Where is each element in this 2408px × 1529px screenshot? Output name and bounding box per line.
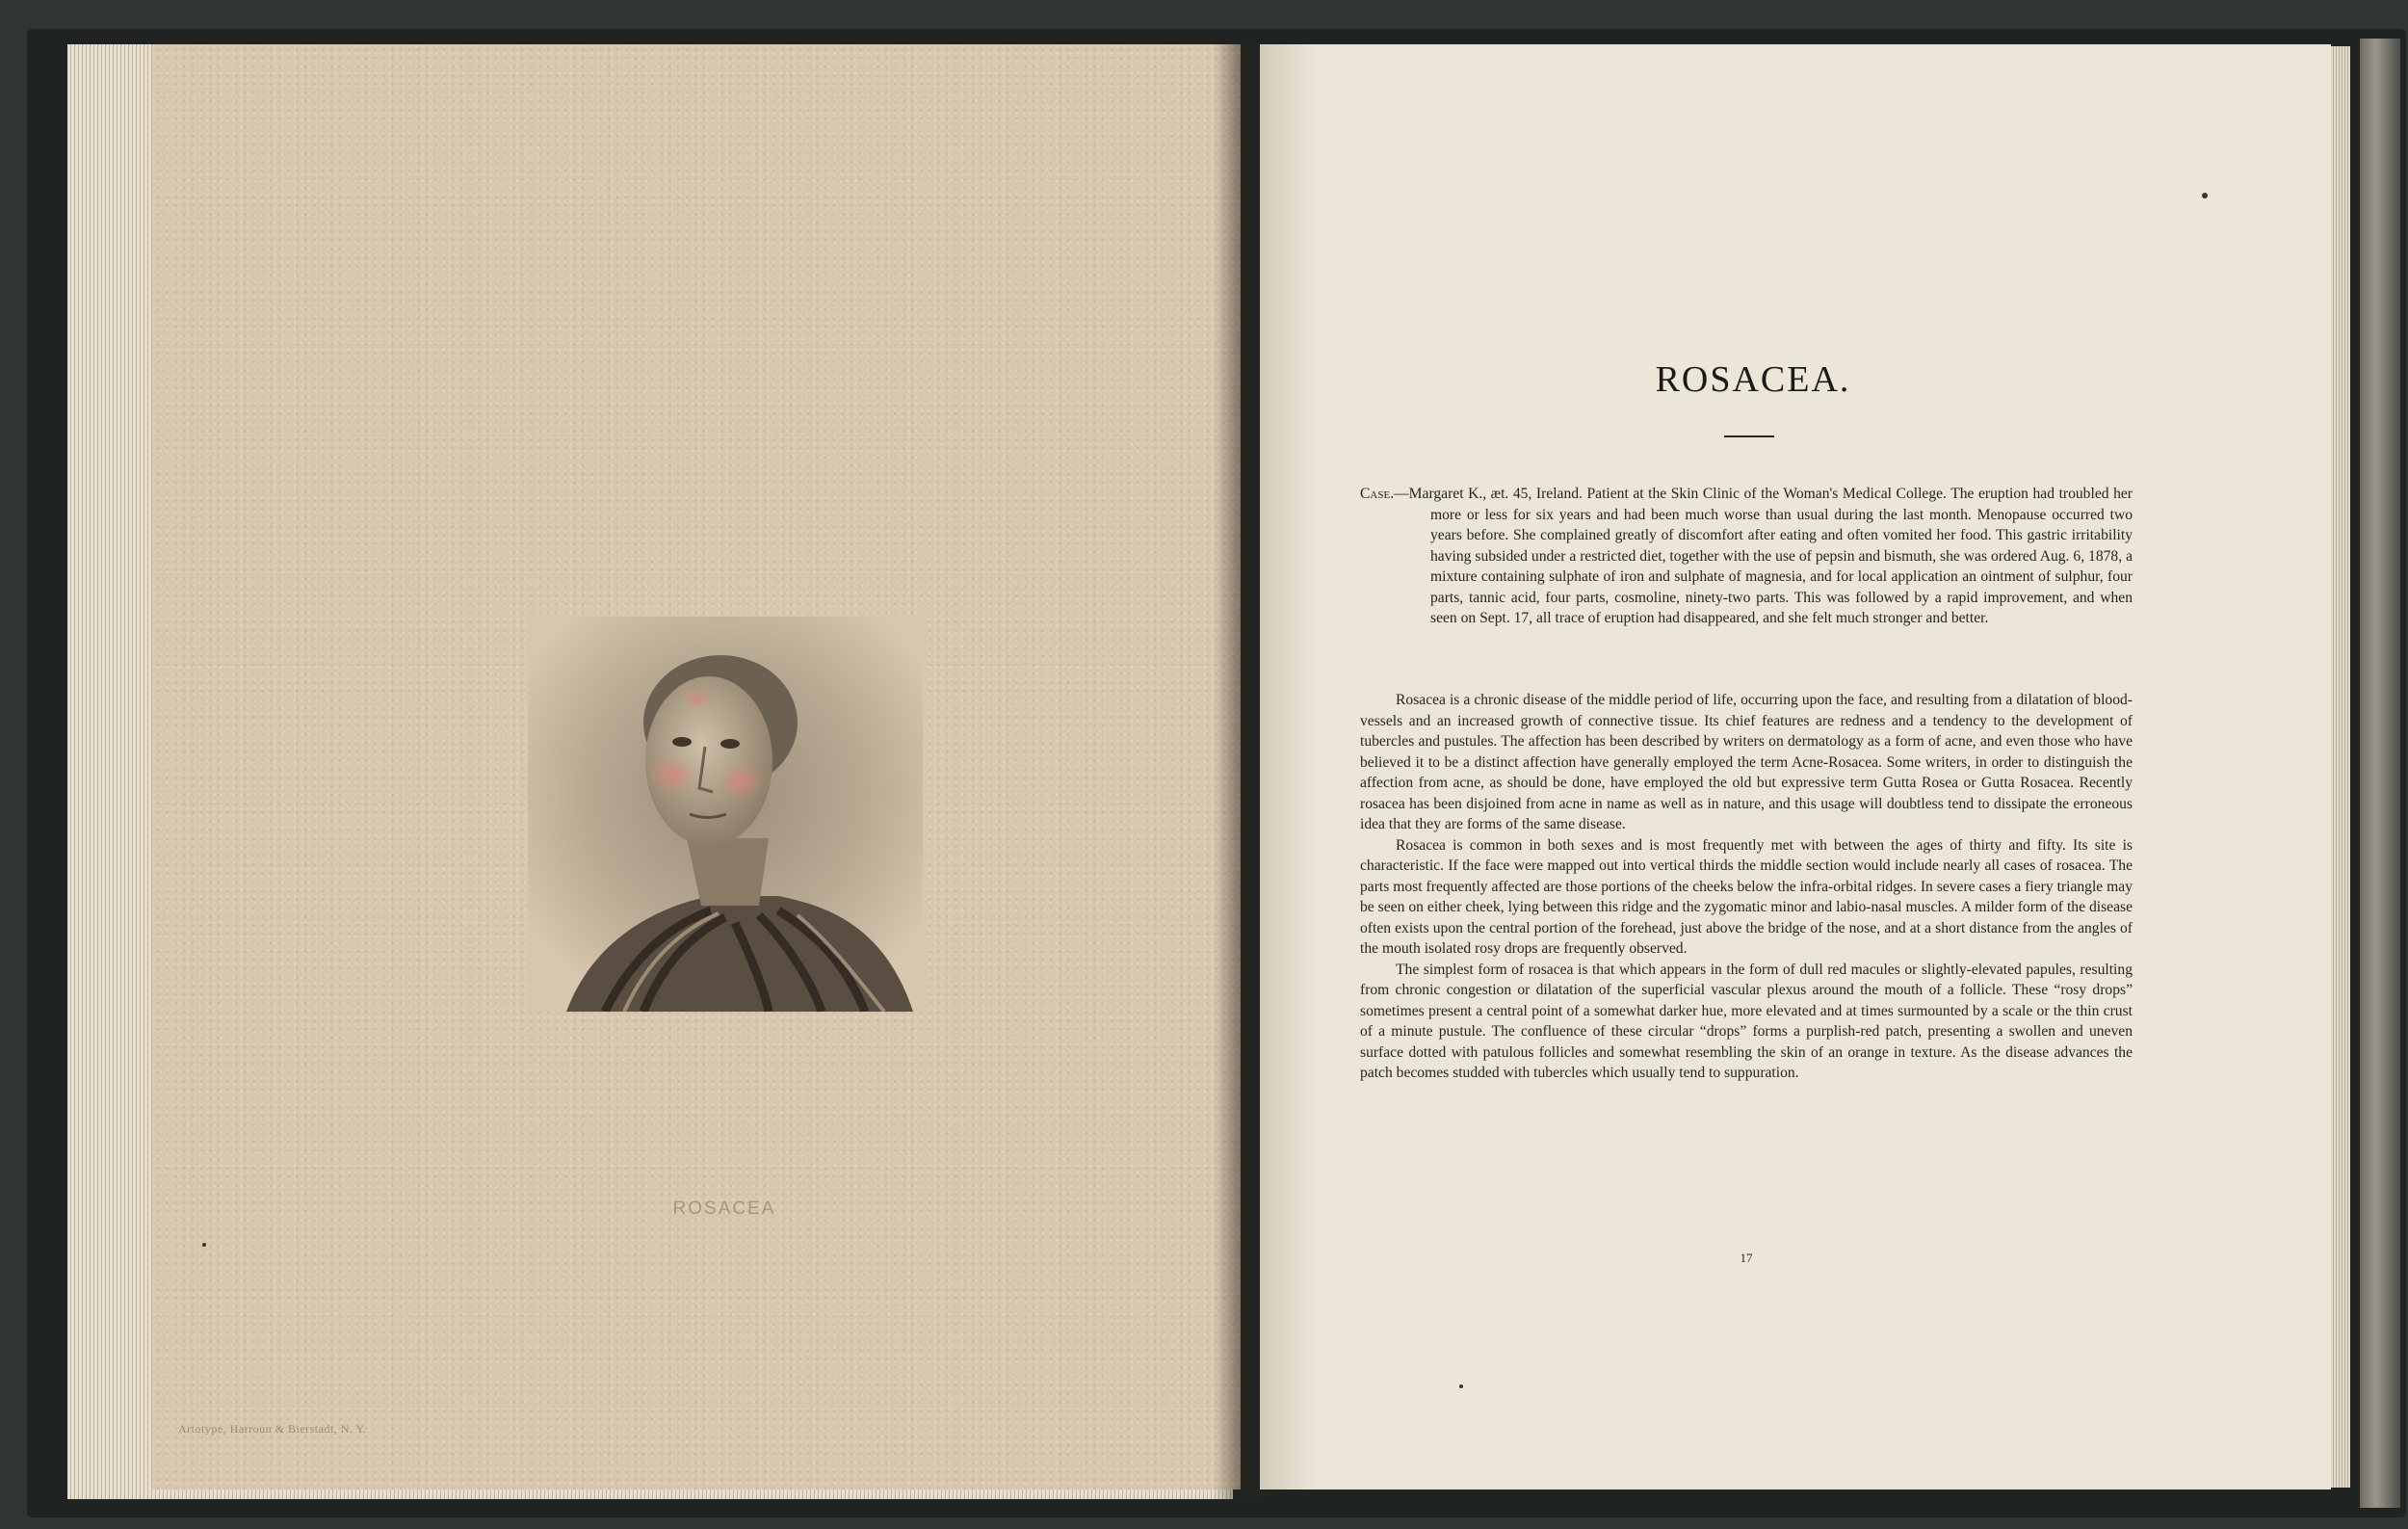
paragraph: The simplest form of rosacea is that which appears in the form of dull red macules or slightly-elevated papules, resulting from chronic congestion or dilatation of the superficial vascular plexus around the mouth of a follicle. These “rosy drops” sometimes present a central point of a somewhat darker hue, more elevated and at times surmounted by a scale or the thin crust of a minute pustule. The confluence of these circular “drops” forms a purplish-red patch, presenting a swollen and uneven surface dotted with patulous follicles and somewhat resembling the skin of an orange in texture. As the disease advances the patch becomes studded with tubercles which usually tend to suppuration. xyxy=(1360,961,2133,1081)
printer-credit: Artotype, Harroun & Bierstadt, N. Y. xyxy=(178,1422,367,1436)
title-rule xyxy=(1724,435,1774,437)
case-text: .—Margaret K., æt. 45, Ireland. Patient at the Skin Clinic of the Woman's Medical College. The eruption had troubled her more or less for six years and had been much worse than usual during the last month. Menopause occurred two years before. She complained greatly of discomfort after eating and often vomited her food. This gastric irritability having subsided under a restricted diet, together with the use of pepsin and bismuth, she was ordered Aug. 6, 1878, a mixture containing sulphate of iron and sulphate of magnesia, and for local application an ointment of sulphur, four parts, tannic acid, four parts, cosmoline, ninety-two parts. This was followed by a rapid improvement, and when seen on Sept. 17, all trace of eruption had disappeared, and she felt much stronger and better. xyxy=(1390,486,2133,626)
body-text xyxy=(1360,690,2133,1084)
paper-speck xyxy=(1459,1384,1463,1388)
book-spine-edge xyxy=(2360,39,2400,1508)
case-label: Case xyxy=(1360,486,1391,502)
chapter-title: ROSACEA. xyxy=(1655,359,1851,400)
plate-caption: ROSACEA xyxy=(672,1199,776,1219)
right-page-edges xyxy=(2331,46,2350,1488)
paragraph: Rosacea is common in both sexes and is most frequently met with between the ages of thirty and fifty. Its site is characteristic. If the face were mapped out into vertical thirds the middle section would include nearly all cases of rosacea. The parts most frequently affected are those portions of the cheeks below the infra-orbital ridges. In severe cases a fiery triangle may be seen on either cheek, lying between this ridge and the zygomatic minor and labio-nasal muscles. A milder form of the disease often exists upon the central portion of the forehead, just above the bridge of the nose, and at a short distance from the angles of the mouth isolated rosy drops are frequently observed. xyxy=(1360,836,2133,957)
paper-speck xyxy=(202,1243,206,1247)
portrait-photograph xyxy=(528,617,923,1012)
case-report xyxy=(1360,484,2133,629)
paragraph: Rosacea is a chronic disease of the middle period of life, occurring upon the face, and resulting from a dilatation of blood-vessels and an increased growth of connective tissue. Its chief features are redness and a tendency to the development of tubercles and pustules. The affection has been described by writers on dermatology as a form of acne, and even those who have believed it to be a distinct affection have generally employed the term Acne-Rosacea. Some writers, in order to distinguish the affection from acne, as should be done, have employed the old but expressive term Gutta Rosea or Gutta Rosacea. Recently rosacea has been disjoined from acne in name as well as in nature, and this usage will doubtless tend to dissipate the erroneous idea that they are forms of the same disease. xyxy=(1360,692,2133,832)
paper-speck xyxy=(2202,193,2208,198)
page-number: 17 xyxy=(1740,1251,1753,1265)
